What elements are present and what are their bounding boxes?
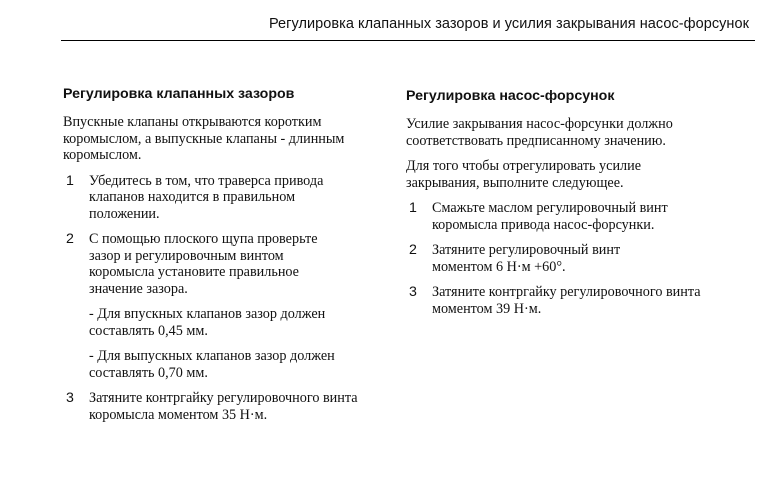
step-text: С помощью плоского щупа проверьте зазор и регулировочным винтом коромысла установите правильное значение зазора. xyxy=(89,231,318,297)
injector-heading: Регулировка насос-форсунок xyxy=(406,88,615,104)
step-number: 2 xyxy=(66,231,74,247)
list-item xyxy=(406,200,746,233)
list-item xyxy=(63,390,378,423)
list-item xyxy=(63,231,378,297)
page-header-title: Регулировка клапанных зазоров и усилия закрывания насос-форсунок xyxy=(268,16,749,32)
step-text: Затяните контргайку регулировочного винта коромысла моментом 35 Н·м. xyxy=(89,390,358,423)
step-text: Затяните контргайку регулировочного винта моментом 39 Н·м. xyxy=(432,284,701,317)
valve-clearance-section xyxy=(63,86,378,432)
valve-clearance-intro: Впускные клапаны открываются коротким коромыслом, а выпускные клапаны - длинным коромыслом. xyxy=(63,114,345,163)
injector-intro-2: Для того чтобы отрегулировать усилие закрывания, выполните следующее. xyxy=(406,158,642,191)
step-text: Смажьте маслом регулировочный винт коромысла привода насос-форсунки. xyxy=(432,200,668,233)
valve-clearance-steps-cont xyxy=(63,390,378,423)
header-divider xyxy=(61,40,755,41)
step-number: 2 xyxy=(409,242,417,258)
step-number: 1 xyxy=(409,200,417,216)
step-number: 3 xyxy=(66,390,74,406)
step-number: 1 xyxy=(66,172,74,189)
list-item xyxy=(63,173,378,223)
step-text: Затяните регулировочный винт моментом 6 Н·м +60°. xyxy=(432,242,621,275)
valve-clearance-steps xyxy=(63,173,378,298)
list-item xyxy=(406,284,746,317)
intake-clearance-note: - Для впускных клапанов зазор должен составлять 0,45 мм. xyxy=(89,306,326,339)
step-number: 3 xyxy=(409,284,417,300)
list-item xyxy=(406,242,746,275)
injector-steps xyxy=(406,200,746,317)
exhaust-clearance-note: - Для выпускных клапанов зазор должен составлять 0,70 мм. xyxy=(89,348,335,381)
injector-intro-1: Усилие закрывания насос-форсунки должно соответствовать предписанному значению. xyxy=(406,116,673,149)
valve-clearance-heading: Регулировка клапанных зазоров xyxy=(63,86,295,102)
step-text: Убедитесь в том, что траверса привода клапанов находится в правильном положении. xyxy=(89,172,324,222)
injector-section xyxy=(406,88,746,326)
